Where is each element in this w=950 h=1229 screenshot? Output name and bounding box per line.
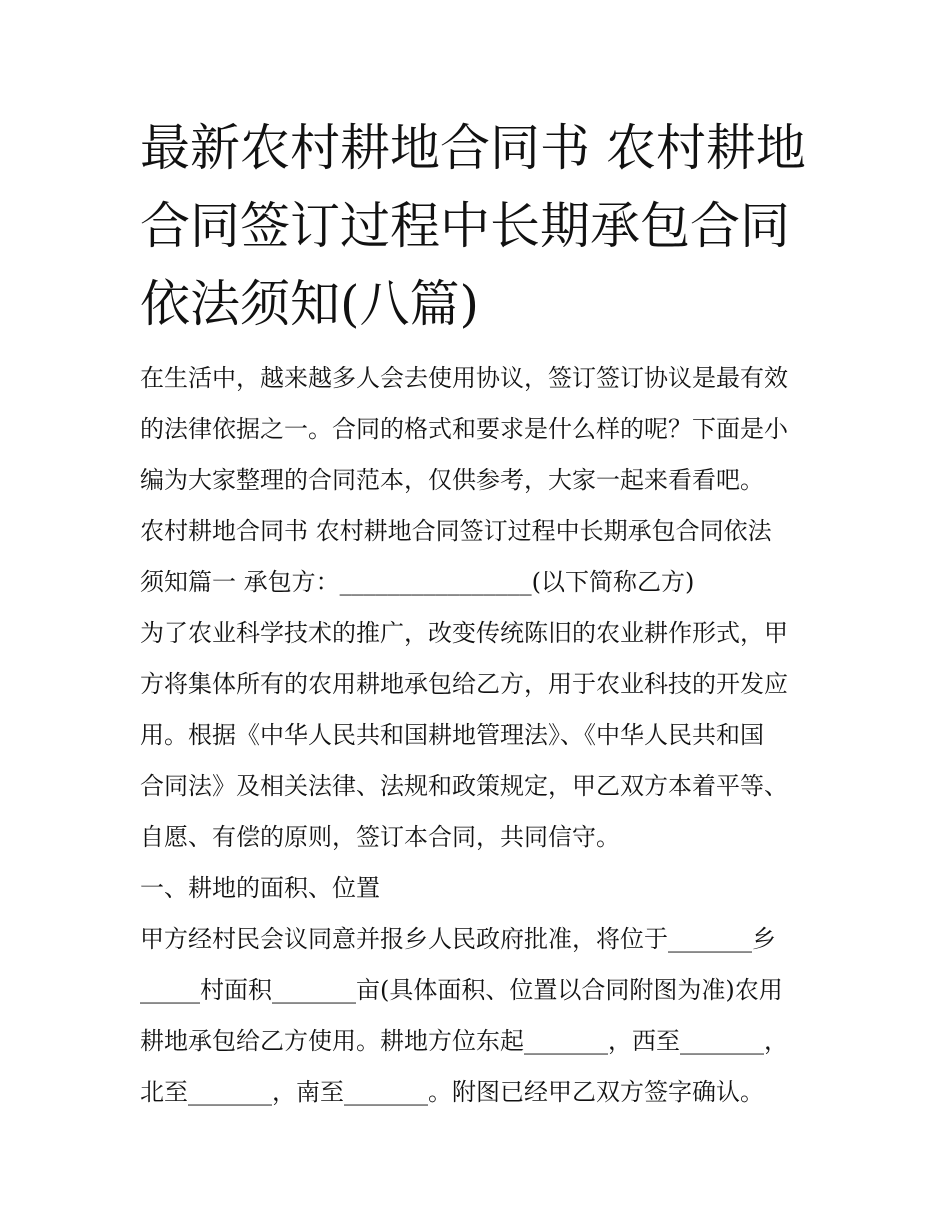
body-line-2: 的法律依据之一。合同的格式和要求是什么样的呢？下面是小 xyxy=(140,415,788,443)
body-line-3: 编为大家整理的合同范本，仅供参考，大家一起来看看吧。 xyxy=(140,466,764,494)
body-line-5: 须知篇一 承包方：________________(以下简称乙方) xyxy=(140,568,695,596)
body-line-10: 自愿、有偿的原则，签订本合同，共同信守。 xyxy=(140,823,620,851)
document-title-line-3: 依法须知(八篇) xyxy=(140,275,480,333)
body-line-15: 北至_______，南至_______。附图已经甲乙双方签字确认。 xyxy=(140,1078,764,1106)
body-line-14: 耕地承包给乙方使用。耕地方位东起_______，西至_______， xyxy=(140,1027,788,1055)
body-line-7: 方将集体所有的农用耕地承包给乙方，用于农业科技的开发应 xyxy=(140,670,788,698)
body-line-9: 合同法》及相关法律、法规和政策规定，甲乙双方本着平等、 xyxy=(140,772,788,800)
document-title-line-1: 最新农村耕地合同书 农村耕地 xyxy=(140,119,806,177)
body-line-8: 用。根据《中华人民共和国耕地管理法》、《中华人民共和国 xyxy=(140,721,764,749)
section-heading-1: 一、耕地的面积、位置 xyxy=(140,874,380,902)
document-title-line-2: 合同签订过程中长期承包合同 xyxy=(140,197,790,255)
body-line-1: 在生活中，越来越多人会去使用协议，签订签订协议是最有效 xyxy=(140,364,788,392)
body-line-13: _____村面积_______亩(具体面积、位置以合同附图为准)农用 xyxy=(140,976,783,1004)
body-line-6: 为了农业科学技术的推广，改变传统陈旧的农业耕作形式，甲 xyxy=(140,619,788,647)
body-line-12: 甲方经村民会议同意并报乡人民政府批准，将位于_______乡 xyxy=(140,925,776,953)
body-line-4: 农村耕地合同书 农村耕地合同签订过程中长期承包合同依法 xyxy=(140,517,772,545)
